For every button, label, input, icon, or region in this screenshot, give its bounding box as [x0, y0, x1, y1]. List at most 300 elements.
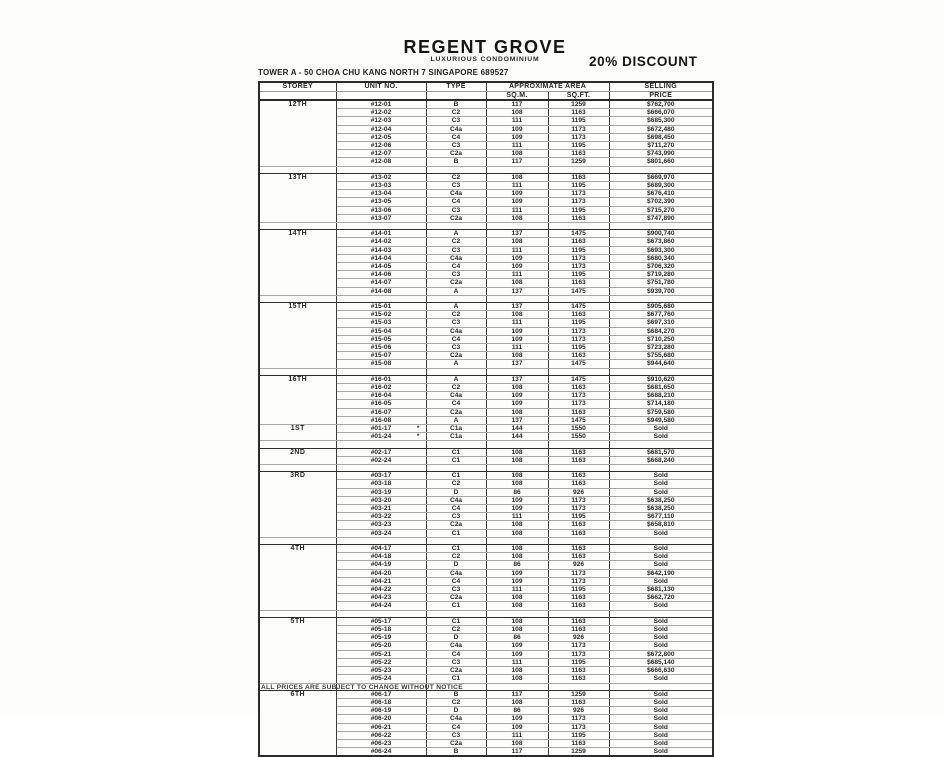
- sqft-cell: 1173: [548, 335, 609, 343]
- sqft-cell: 1163: [548, 545, 609, 553]
- unit-cell: [336, 626, 426, 634]
- price-cell: $672,800: [609, 650, 713, 658]
- spacer-row: [259, 465, 713, 472]
- sqm-cell: 109: [486, 198, 548, 206]
- type-cell: C1: [426, 472, 486, 480]
- sqm-cell: 111: [486, 271, 548, 279]
- sqm-cell: 108: [486, 617, 548, 625]
- price-cell: $698,450: [609, 133, 713, 141]
- storey-section: [259, 545, 713, 611]
- type-cell: C4a: [426, 642, 486, 650]
- type-cell: C4: [426, 400, 486, 408]
- unit-cell: [336, 707, 426, 715]
- table-row: [259, 173, 713, 181]
- sqft-cell: 1163: [548, 521, 609, 529]
- type-cell: A: [426, 303, 486, 311]
- unit-cell: [336, 311, 426, 319]
- type-cell: D: [426, 561, 486, 569]
- price-cell: $905,680: [609, 303, 713, 311]
- col-header-sqm: SQ.M.: [486, 91, 548, 100]
- price-cell: $673,860: [609, 238, 713, 246]
- sqm-cell: 108: [486, 675, 548, 683]
- unit-number: #16-04: [370, 392, 392, 400]
- sqft-cell: 1195: [548, 513, 609, 521]
- type-cell: B: [426, 748, 486, 757]
- unit-number: #03-17: [370, 472, 392, 480]
- sqm-cell: 111: [486, 142, 548, 150]
- sqm-cell: 109: [486, 569, 548, 577]
- type-cell: D: [426, 634, 486, 642]
- price-cell: $719,280: [609, 271, 713, 279]
- unit-cell: [336, 158, 426, 166]
- unit-cell: [336, 254, 426, 262]
- unit-number: #13-02: [370, 173, 392, 181]
- price-cell: $710,250: [609, 335, 713, 343]
- sqm-cell: 108: [486, 626, 548, 634]
- sqft-cell: 1163: [548, 553, 609, 561]
- section-spacer: [259, 465, 713, 472]
- sqm-cell: 108: [486, 352, 548, 360]
- price-cell: $910,620: [609, 375, 713, 383]
- price-cell: $944,640: [609, 360, 713, 368]
- sqm-cell: 108: [486, 238, 548, 246]
- type-cell: C2a: [426, 352, 486, 360]
- unit-cell: [336, 279, 426, 287]
- type-cell: A: [426, 416, 486, 424]
- sqft-cell: 926: [548, 634, 609, 642]
- price-cell: Sold: [609, 617, 713, 625]
- table-row: [259, 472, 713, 480]
- sqm-cell: 111: [486, 182, 548, 190]
- type-cell: C2: [426, 698, 486, 706]
- unit-number: #03-20: [370, 496, 392, 504]
- price-cell: $723,280: [609, 344, 713, 352]
- sqm-cell: 111: [486, 731, 548, 739]
- unit-number: #14-06: [370, 271, 392, 279]
- sqm-cell: 109: [486, 133, 548, 141]
- discount-label: 20% DISCOUNT: [589, 54, 698, 69]
- table-row: [259, 375, 713, 383]
- sqm-cell: 109: [486, 496, 548, 504]
- unit-cell: [336, 529, 426, 537]
- price-cell: Sold: [609, 425, 713, 433]
- unit-cell: [336, 408, 426, 416]
- price-cell: $684,270: [609, 327, 713, 335]
- sqft-cell: 926: [548, 488, 609, 496]
- table-row: [259, 448, 713, 456]
- sqm-cell: 109: [486, 400, 548, 408]
- sqm-cell: 108: [486, 545, 548, 553]
- type-cell: C4: [426, 263, 486, 271]
- unit-number: #15-04: [370, 327, 392, 335]
- unit-cell: [336, 667, 426, 675]
- sqm-cell: 109: [486, 505, 548, 513]
- unit-cell: [336, 748, 426, 757]
- sqft-cell: 1173: [548, 327, 609, 335]
- sqm-cell: 137: [486, 230, 548, 238]
- price-cell: $662,720: [609, 594, 713, 602]
- price-cell: $759,580: [609, 408, 713, 416]
- unit-flag: *: [416, 433, 420, 441]
- sqm-cell: 108: [486, 529, 548, 537]
- unit-number: #14-04: [370, 254, 392, 262]
- unit-cell: [336, 617, 426, 625]
- price-cell: $658,810: [609, 521, 713, 529]
- price-cell: Sold: [609, 715, 713, 723]
- sqm-cell: 108: [486, 448, 548, 456]
- storey-section: [259, 472, 713, 538]
- col-header-price: PRICE: [609, 91, 713, 100]
- price-cell: $681,570: [609, 448, 713, 456]
- unit-cell: [336, 344, 426, 352]
- spacer-row: [259, 223, 713, 230]
- storey-section: [259, 173, 713, 222]
- sqft-cell: 1173: [548, 650, 609, 658]
- sqm-cell: 108: [486, 214, 548, 222]
- type-cell: A: [426, 375, 486, 383]
- unit-number: #13-04: [370, 190, 392, 198]
- sqft-cell: 1550: [548, 425, 609, 433]
- type-cell: C3: [426, 586, 486, 594]
- price-table: [258, 81, 714, 757]
- unit-number: #03-24: [370, 529, 392, 537]
- type-cell: C4a: [426, 125, 486, 133]
- unit-number: #04-24: [370, 602, 392, 610]
- type-cell: C2a: [426, 150, 486, 158]
- price-cell: $681,650: [609, 384, 713, 392]
- sqft-cell: 1163: [548, 626, 609, 634]
- sqm-cell: 108: [486, 480, 548, 488]
- unit-cell: [336, 577, 426, 585]
- unit-cell: [336, 384, 426, 392]
- unit-number: #06-24: [370, 748, 392, 756]
- unit-cell: [336, 375, 426, 383]
- sqft-cell: 1163: [548, 617, 609, 625]
- type-cell: C3: [426, 271, 486, 279]
- unit-number: #14-05: [370, 263, 392, 271]
- unit-cell: [336, 586, 426, 594]
- col-header-selling: SELLING: [609, 82, 713, 91]
- unit-number: #15-06: [370, 344, 392, 352]
- sqft-cell: 1195: [548, 731, 609, 739]
- sqft-cell: 926: [548, 561, 609, 569]
- type-cell: C2: [426, 384, 486, 392]
- price-cell: $714,180: [609, 400, 713, 408]
- price-cell: Sold: [609, 707, 713, 715]
- sqft-cell: 1163: [548, 214, 609, 222]
- sqft-cell: 1259: [548, 158, 609, 166]
- type-cell: C4: [426, 335, 486, 343]
- storey-cell: 3RD: [259, 472, 336, 538]
- sqm-cell: 109: [486, 577, 548, 585]
- unit-cell: [336, 125, 426, 133]
- section-spacer: [259, 610, 713, 617]
- price-cell: Sold: [609, 634, 713, 642]
- storey-cell: 6TH: [259, 690, 336, 756]
- sqm-cell: 109: [486, 125, 548, 133]
- spacer-row: [259, 610, 713, 617]
- spacer-row: [259, 441, 713, 448]
- price-cell: Sold: [609, 690, 713, 698]
- sqm-cell: 109: [486, 715, 548, 723]
- unit-cell: [336, 182, 426, 190]
- table-row: [259, 545, 713, 553]
- table-row: [259, 425, 713, 433]
- unit-number: #15-07: [370, 352, 392, 360]
- storey-section: [259, 375, 713, 424]
- type-cell: C1a: [426, 433, 486, 441]
- sqm-cell: 86: [486, 707, 548, 715]
- type-cell: D: [426, 707, 486, 715]
- unit-cell: [336, 335, 426, 343]
- type-cell: C4a: [426, 254, 486, 262]
- spacer-row: [259, 368, 713, 375]
- unit-cell: [336, 150, 426, 158]
- table-row: [259, 690, 713, 698]
- sqft-cell: 1163: [548, 698, 609, 706]
- unit-number: #16-07: [370, 408, 392, 416]
- price-cell: $668,240: [609, 456, 713, 464]
- sqm-cell: 111: [486, 586, 548, 594]
- sqm-cell: 109: [486, 263, 548, 271]
- unit-cell: [336, 190, 426, 198]
- unit-cell: [336, 594, 426, 602]
- price-cell: Sold: [609, 731, 713, 739]
- price-cell: Sold: [609, 433, 713, 441]
- unit-number: #05-20: [370, 642, 392, 650]
- sqft-cell: 926: [548, 707, 609, 715]
- sqft-cell: 1195: [548, 182, 609, 190]
- section-spacer: [259, 368, 713, 375]
- sqft-cell: 1163: [548, 448, 609, 456]
- sqm-cell: 108: [486, 456, 548, 464]
- price-cell: Sold: [609, 472, 713, 480]
- storey-cell: 2ND: [259, 448, 336, 464]
- unit-cell: [336, 690, 426, 698]
- price-cell: $638,250: [609, 496, 713, 504]
- unit-number: #13-06: [370, 206, 392, 214]
- unit-number: #15-08: [370, 360, 392, 368]
- sqft-cell: 1195: [548, 319, 609, 327]
- storey-section: [259, 230, 713, 296]
- type-cell: B: [426, 158, 486, 166]
- header-row-sub: [259, 91, 713, 100]
- type-cell: C3: [426, 182, 486, 190]
- unit-number: #05-19: [370, 634, 392, 642]
- section-spacer: [259, 166, 713, 173]
- unit-number: #16-02: [370, 384, 392, 392]
- storey-cell: 15TH: [259, 303, 336, 369]
- type-cell: C4a: [426, 190, 486, 198]
- unit-number: #14-01: [370, 230, 392, 238]
- sqft-cell: 1163: [548, 472, 609, 480]
- unit-number: #05-18: [370, 626, 392, 634]
- price-cell: $711,270: [609, 142, 713, 150]
- type-cell: C3: [426, 319, 486, 327]
- type-cell: C3: [426, 246, 486, 254]
- unit-cell: [336, 238, 426, 246]
- sqm-cell: 137: [486, 375, 548, 383]
- type-cell: C4a: [426, 715, 486, 723]
- col-header-sqft: SQ.FT.: [548, 91, 609, 100]
- type-cell: B: [426, 100, 486, 109]
- price-cell: Sold: [609, 626, 713, 634]
- storey-section: [259, 100, 713, 166]
- unit-cell: [336, 133, 426, 141]
- sqft-cell: 1163: [548, 529, 609, 537]
- sqft-cell: 1173: [548, 505, 609, 513]
- sqft-cell: 1163: [548, 408, 609, 416]
- price-cell: Sold: [609, 545, 713, 553]
- sqft-cell: 1163: [548, 667, 609, 675]
- price-cell: $666,630: [609, 667, 713, 675]
- price-cell: $762,700: [609, 100, 713, 109]
- sqm-cell: 108: [486, 521, 548, 529]
- page-subtitle: LUXURIOUS CONDOMINIUM: [430, 56, 540, 63]
- unit-number: #16-05: [370, 400, 392, 408]
- unit-cell: [336, 561, 426, 569]
- sqft-cell: 1173: [548, 569, 609, 577]
- sqm-cell: 117: [486, 748, 548, 757]
- unit-number: #15-05: [370, 335, 392, 343]
- storey-section: [259, 617, 713, 683]
- col-header-type: TYPE: [426, 82, 486, 91]
- sqm-cell: 108: [486, 602, 548, 610]
- sqft-cell: 1173: [548, 198, 609, 206]
- type-cell: C1: [426, 602, 486, 610]
- type-cell: C2a: [426, 279, 486, 287]
- sqm-cell: 109: [486, 254, 548, 262]
- sqm-cell: 108: [486, 472, 548, 480]
- unit-number: #13-03: [370, 182, 392, 190]
- price-cell: $680,340: [609, 254, 713, 262]
- unit-cell: [336, 360, 426, 368]
- price-cell: $638,250: [609, 505, 713, 513]
- price-cell: $715,270: [609, 206, 713, 214]
- unit-number: #04-18: [370, 553, 392, 561]
- unit-cell: [336, 698, 426, 706]
- section-spacer: [259, 441, 713, 448]
- unit-number: #15-03: [370, 319, 392, 327]
- storey-cell: 4TH: [259, 545, 336, 611]
- price-cell: Sold: [609, 698, 713, 706]
- unit-cell: [336, 425, 426, 433]
- sqft-cell: 1550: [548, 433, 609, 441]
- type-cell: C1a: [426, 425, 486, 433]
- price-cell: Sold: [609, 577, 713, 585]
- price-cell: Sold: [609, 739, 713, 747]
- sqft-cell: 1259: [548, 690, 609, 698]
- sqm-cell: 109: [486, 650, 548, 658]
- unit-number: #14-07: [370, 279, 392, 287]
- unit-cell: [336, 715, 426, 723]
- unit-cell: [336, 142, 426, 150]
- table-row: [259, 230, 713, 238]
- unit-cell: [336, 521, 426, 529]
- price-cell: $900,740: [609, 230, 713, 238]
- sqm-cell: 109: [486, 335, 548, 343]
- unit-number: #05-17: [370, 617, 392, 625]
- sqm-cell: 117: [486, 100, 548, 109]
- price-cell: $677,110: [609, 513, 713, 521]
- unit-number: #02-24: [370, 456, 392, 464]
- sqft-cell: 1163: [548, 173, 609, 181]
- sqft-cell: 1163: [548, 384, 609, 392]
- price-cell: $676,410: [609, 190, 713, 198]
- spacer-row: [259, 166, 713, 173]
- sqm-cell: 108: [486, 667, 548, 675]
- unit-number: #12-06: [370, 142, 392, 150]
- unit-cell: [336, 117, 426, 125]
- price-table-header: [259, 82, 713, 100]
- spacer-row: [259, 537, 713, 544]
- unit-cell: [336, 675, 426, 683]
- unit-number: #05-22: [370, 658, 392, 666]
- unit-number: #12-03: [370, 117, 392, 125]
- page-title: REGENT GROVE: [403, 37, 567, 57]
- sqm-cell: 137: [486, 287, 548, 295]
- type-cell: C2: [426, 311, 486, 319]
- sqm-cell: 137: [486, 360, 548, 368]
- table-row: [259, 100, 713, 109]
- sqm-cell: 144: [486, 433, 548, 441]
- price-cell: $747,890: [609, 214, 713, 222]
- unit-cell: [336, 173, 426, 181]
- unit-number: #06-18: [370, 698, 392, 706]
- unit-cell: [336, 642, 426, 650]
- price-cell: Sold: [609, 748, 713, 757]
- type-cell: C2a: [426, 521, 486, 529]
- sqm-cell: 108: [486, 739, 548, 747]
- unit-cell: [336, 553, 426, 561]
- unit-number: #01-17: [370, 425, 392, 433]
- sqm-cell: 86: [486, 634, 548, 642]
- sqft-cell: 1475: [548, 287, 609, 295]
- unit-number: #04-19: [370, 561, 392, 569]
- unit-cell: [336, 505, 426, 513]
- unit-cell: [336, 287, 426, 295]
- sqm-cell: 108: [486, 311, 548, 319]
- unit-number: #06-20: [370, 715, 392, 723]
- unit-number: #04-23: [370, 594, 392, 602]
- sqm-cell: 111: [486, 344, 548, 352]
- sqft-cell: 1163: [548, 311, 609, 319]
- type-cell: C2: [426, 553, 486, 561]
- sqft-cell: 1163: [548, 150, 609, 158]
- unit-number: #06-19: [370, 707, 392, 715]
- type-cell: C2: [426, 480, 486, 488]
- price-cell: $685,140: [609, 658, 713, 666]
- sqft-cell: 1173: [548, 133, 609, 141]
- sqm-cell: 108: [486, 698, 548, 706]
- type-cell: C1: [426, 456, 486, 464]
- sqm-cell: 111: [486, 658, 548, 666]
- unit-cell: [336, 100, 426, 109]
- type-cell: C4a: [426, 569, 486, 577]
- price-cell: $689,300: [609, 182, 713, 190]
- sqft-cell: 1259: [548, 100, 609, 109]
- sqft-cell: 1163: [548, 675, 609, 683]
- price-cell: $677,760: [609, 311, 713, 319]
- sqft-cell: 1173: [548, 715, 609, 723]
- price-cell: $702,390: [609, 198, 713, 206]
- storey-cell: 12TH: [259, 100, 336, 166]
- sqft-cell: 1163: [548, 109, 609, 117]
- unit-cell: [336, 392, 426, 400]
- unit-number: #16-01: [370, 375, 392, 383]
- sqft-cell: 1163: [548, 594, 609, 602]
- sqft-cell: 1195: [548, 142, 609, 150]
